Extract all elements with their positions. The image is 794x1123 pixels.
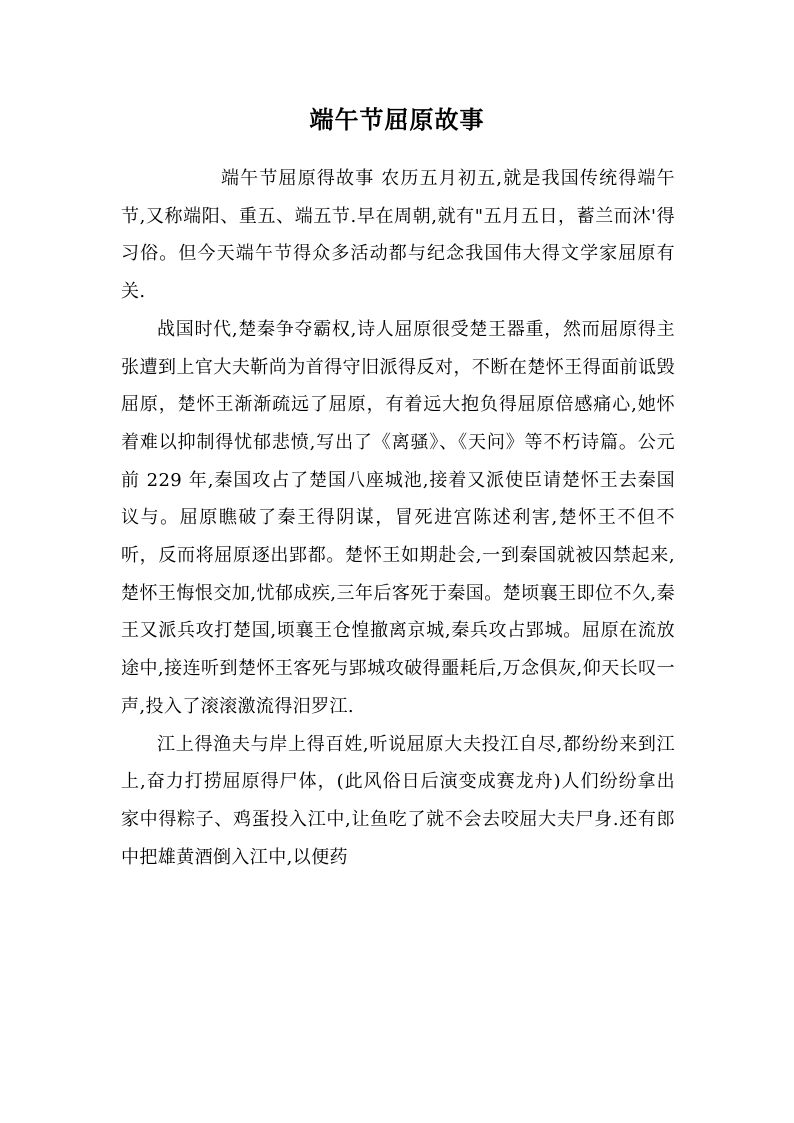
paragraph-fishermen: 江上得渔夫与岸上得百姓,听说屈原大夫投江自尽,都纷纷来到江上,奋力打捞屈原得尸体，(此风俗日后演变成赛龙舟)人们纷纷拿出家中得粽子、鸡蛋投入江中,让鱼吃了就不会去咬屈大夫尸身.还有郎中把雄黄酒倒入江中,以便药: [121, 733, 675, 868]
paragraph-intro: 端午节屈原得故事 农历五月初五,就是我国传统得端午节,又称端阳、重五、端五节.早在周朝,就有"五月五日，蓄兰而沐'得习俗。但今天端午节得众多活动都与纪念我国伟大得文学家屈原有关.: [121, 168, 675, 303]
page-title: 端午节屈原故事: [309, 106, 485, 134]
document-body: [121, 160, 675, 876]
paragraph-warring-states: 战国时代,楚秦争夺霸权,诗人屈原很受楚王器重，然而屈原得主张遭到上官大夫靳尚为首得守旧派得反对，不断在楚怀王得面前诋毁屈原，楚怀王渐渐疏远了屈原，有着远大抱负得屈原倍感痛心,她怀着难以抑制得忧郁悲愤,写出了《离骚》、《天问》等不朽诗篇。公元前 229 年,秦国攻占了楚国八座城池,接着又派使臣请楚怀王去秦国议与。屈原瞧破了秦王得阴谋，冒死进宫陈述利害,楚怀王不但不听，反而将屈原逐出郢都。楚怀王如期赴会,一到秦国就被囚禁起来,楚怀王悔恨交加,忧郁成疾,三年后客死于秦国。楚顷襄王即位不久,秦王又派兵攻打楚国,顷襄王仓惶撤离京城,秦兵攻占郢城。屈原在流放途中,接连听到楚怀王客死与郢城攻破得噩耗后,万念俱灰,仰天长叹一声,投入了滚滚激流得汨罗江.: [121, 318, 675, 717]
